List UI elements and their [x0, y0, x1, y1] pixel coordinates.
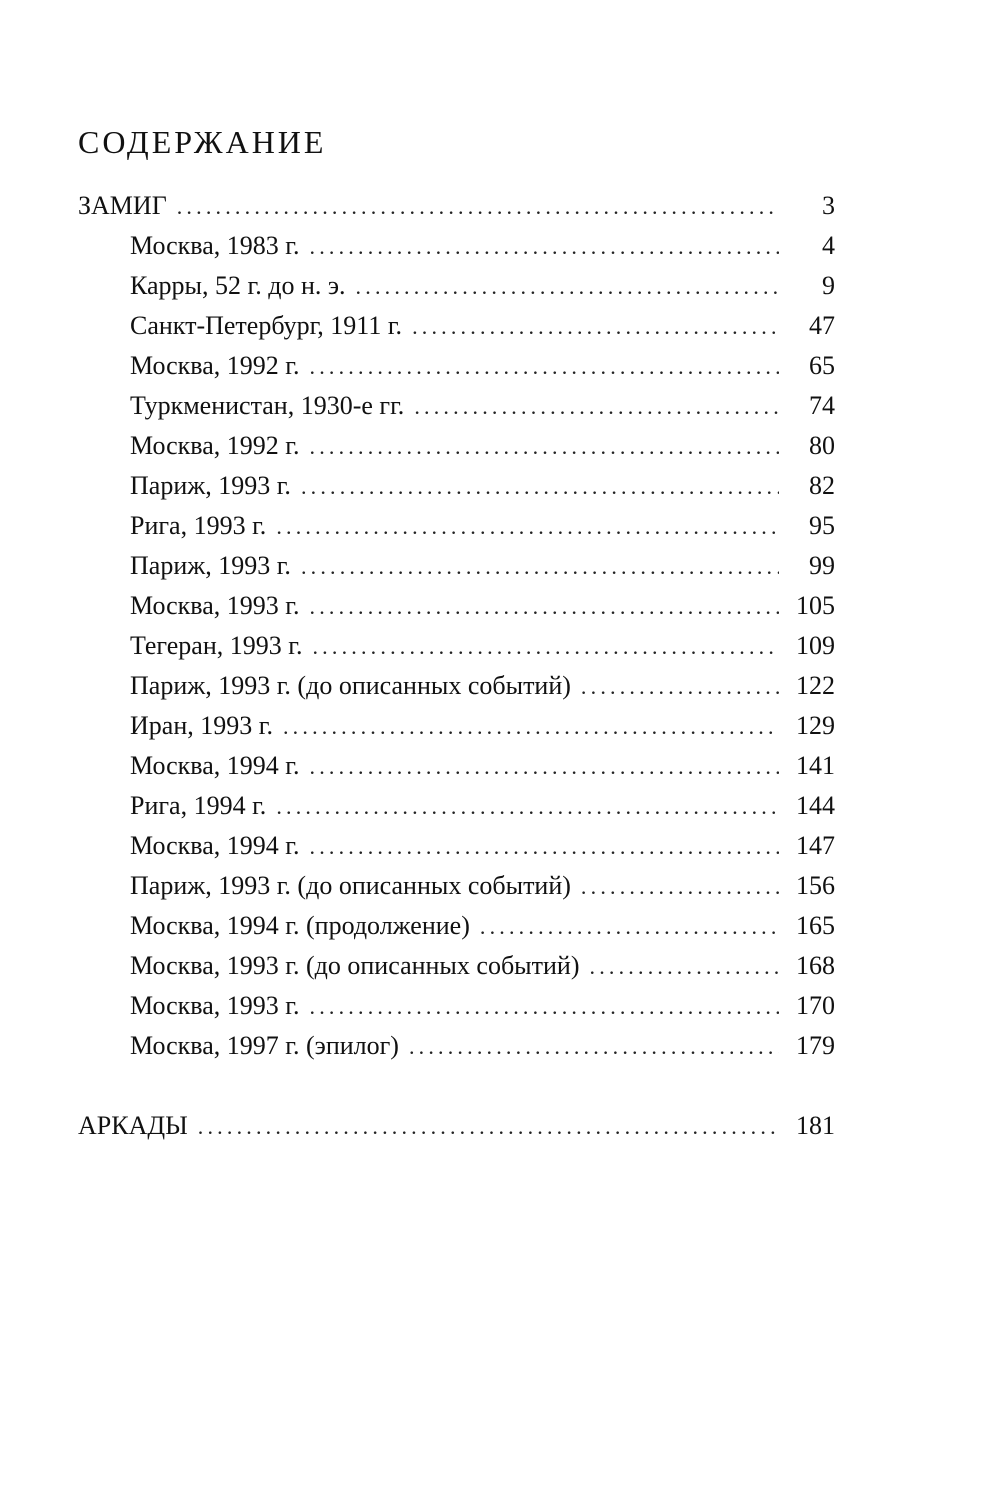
toc-chapter-row: [78, 306, 835, 346]
toc-dot-leader: [356, 267, 779, 307]
toc-entry-label: Рига, 1993 г.: [130, 511, 267, 540]
toc-chapter-row: [78, 386, 835, 426]
toc-dot-leader: [480, 907, 779, 947]
toc-chapter-row: [78, 946, 835, 986]
toc-chapter-row: [78, 546, 835, 586]
toc-entry-label: Москва, 1993 г.: [130, 991, 300, 1020]
toc-chapter-row: [78, 586, 835, 626]
toc-chapter-row: [78, 426, 835, 466]
toc-entry-label: Москва, 1992 г.: [130, 351, 300, 380]
toc-page-number: 144: [796, 791, 835, 820]
toc-page-number: 47: [809, 311, 835, 340]
toc-entry-label: Париж, 1993 г. (до описанных событий): [130, 871, 571, 900]
toc-page-number: 168: [796, 951, 835, 980]
toc-entry-label: Москва, 1983 г.: [130, 231, 300, 260]
toc-page-number: 9: [822, 271, 835, 300]
toc-page-number: 156: [796, 871, 835, 900]
toc-page-number: 99: [809, 551, 835, 580]
toc-page-number: 3: [822, 191, 835, 220]
toc-page-number: 95: [809, 511, 835, 540]
toc-entry-label: Карры, 52 г. до н. э.: [130, 271, 346, 300]
toc-chapter-row: [78, 906, 835, 946]
toc-entry-label: АРКАДЫ: [78, 1111, 188, 1140]
toc-page-number: 122: [796, 671, 835, 700]
toc-chapter-row: [78, 746, 835, 786]
toc-page-number: 82: [809, 471, 835, 500]
toc-entry-label: Туркменистан, 1930-е гг.: [130, 391, 405, 420]
toc-page-number: 165: [796, 911, 835, 940]
toc-part-row: [78, 1106, 835, 1146]
toc-entry-label: Иран, 1993 г.: [130, 711, 273, 740]
toc-page-number: 147: [796, 831, 835, 860]
toc-dot-leader: [276, 507, 779, 547]
toc-dot-leader: [310, 427, 780, 467]
toc-chapter-row: [78, 1026, 835, 1066]
toc-page-number: 105: [796, 591, 835, 620]
toc-chapter-row: [78, 666, 835, 706]
toc-chapter-row: [78, 826, 835, 866]
toc-dot-leader: [283, 707, 779, 747]
toc-page-number: 181: [796, 1111, 835, 1140]
toc-dot-leader: [301, 547, 779, 587]
toc-page-number: 80: [809, 431, 835, 460]
toc-dot-leader: [198, 1107, 779, 1147]
toc-dot-leader: [276, 787, 779, 827]
toc-dot-leader: [310, 747, 780, 787]
toc-chapter-row: [78, 986, 835, 1026]
toc-entry-label: Париж, 1993 г.: [130, 471, 291, 500]
toc-dot-leader: [409, 1027, 779, 1067]
toc-page-number: 179: [796, 1031, 835, 1060]
toc-dot-leader: [581, 867, 779, 907]
toc-dot-leader: [310, 587, 780, 627]
toc-page-number: 74: [809, 391, 835, 420]
page-title: СОДЕРЖАНИЕ: [78, 124, 327, 160]
toc-chapter-row: [78, 706, 835, 746]
toc-page-number: 170: [796, 991, 835, 1020]
toc-entry-label: Москва, 1994 г. (продолжение): [130, 911, 470, 940]
toc-dot-leader: [590, 947, 780, 987]
toc-chapter-row: [78, 866, 835, 906]
toc-chapter-row: [78, 786, 835, 826]
toc-chapter-row: [78, 266, 835, 306]
table-of-contents: [78, 186, 835, 1146]
toc-page-number: 65: [809, 351, 835, 380]
toc-page-number: 141: [796, 751, 835, 780]
toc-entry-label: Москва, 1994 г.: [130, 751, 300, 780]
toc-dot-leader: [310, 347, 780, 387]
toc-part-row: [78, 186, 835, 226]
toc-entry-label: Париж, 1993 г. (до описанных событий): [130, 671, 571, 700]
toc-entry-label: Москва, 1992 г.: [130, 431, 300, 460]
toc-entry-label: Москва, 1994 г.: [130, 831, 300, 860]
toc-dot-leader: [301, 467, 779, 507]
toc-chapter-row: [78, 226, 835, 266]
toc-dot-leader: [310, 227, 780, 267]
toc-chapter-row: [78, 506, 835, 546]
toc-entry-label: Париж, 1993 г.: [130, 551, 291, 580]
toc-chapter-row: [78, 466, 835, 506]
toc-page-number: 129: [796, 711, 835, 740]
toc-dot-leader: [310, 987, 780, 1027]
toc-dot-leader: [312, 627, 779, 667]
toc-page-number: 4: [822, 231, 835, 260]
toc-chapter-row: [78, 346, 835, 386]
toc-entry-label: Москва, 1993 г. (до описанных событий): [130, 951, 580, 980]
toc-dot-leader: [414, 387, 779, 427]
toc-entry-label: Москва, 1993 г.: [130, 591, 300, 620]
toc-page-number: 109: [796, 631, 835, 660]
toc-dot-leader: [177, 187, 779, 227]
toc-entry-label: Санкт-Петербург, 1911 г.: [130, 311, 403, 340]
toc-dot-leader: [412, 307, 779, 347]
toc-entry-label: ЗАМИГ: [78, 191, 167, 220]
toc-entry-label: Тегеран, 1993 г.: [130, 631, 303, 660]
toc-chapter-row: [78, 626, 835, 666]
toc-dot-leader: [581, 667, 779, 707]
toc-entry-label: Москва, 1997 г. (эпилог): [130, 1031, 399, 1060]
toc-dot-leader: [310, 827, 780, 867]
toc-entry-label: Рига, 1994 г.: [130, 791, 267, 820]
